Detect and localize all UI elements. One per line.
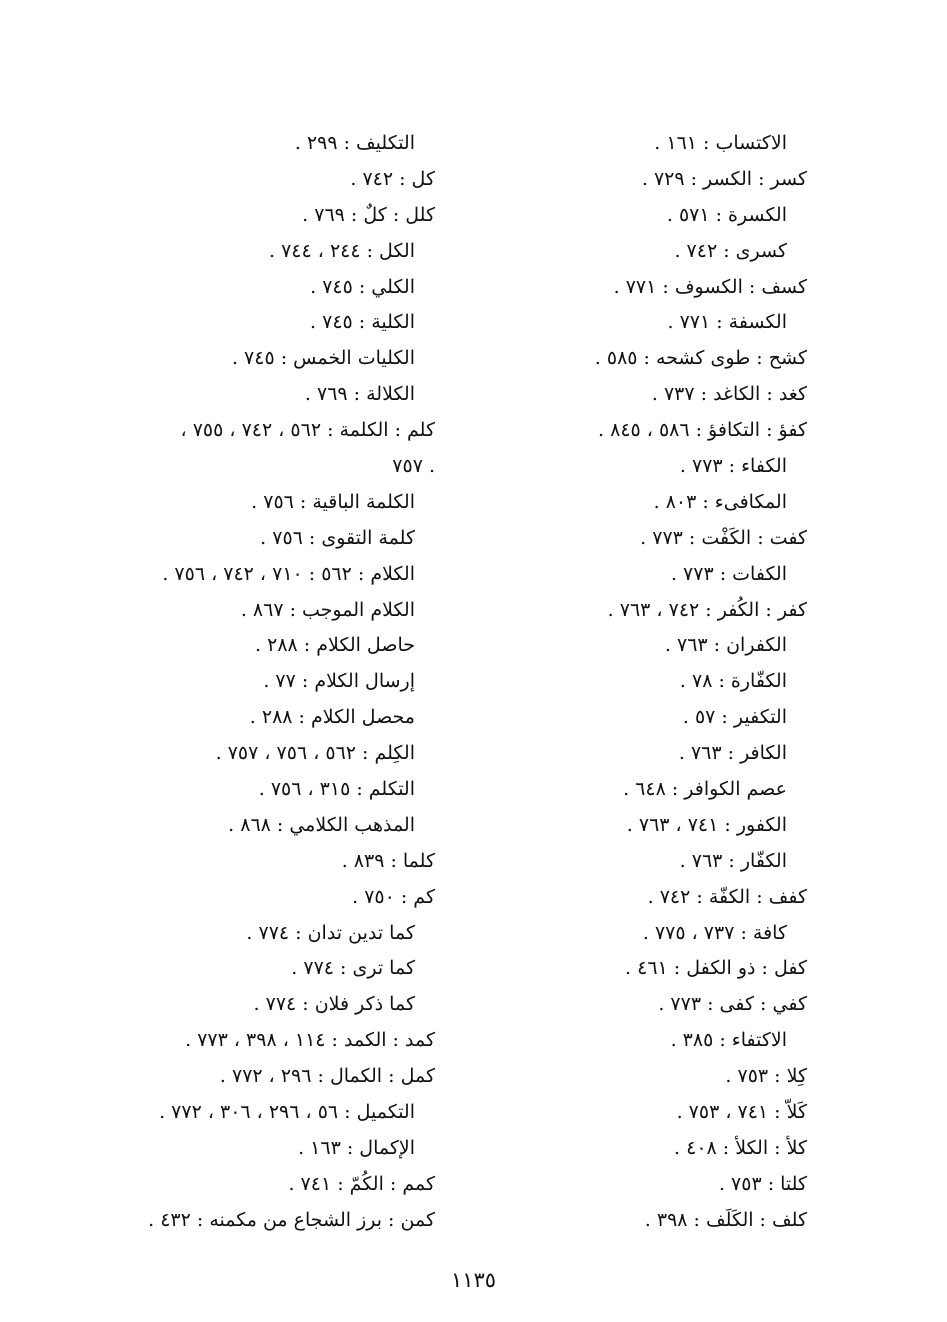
index-entry: الكفّارة : ٧٨ .: [679, 670, 787, 693]
index-entry-heading: كغد : الكاغد : ٧٣٧ .: [651, 383, 807, 406]
index-entry-heading: كمم : الكُمّ : ٧٤١ .: [288, 1172, 435, 1195]
index-entry: الكفران : ٧٦٣ .: [664, 634, 787, 657]
index-entry: محصل الكلام : ٢٨٨ .: [249, 706, 415, 729]
index-entry-heading: كمل : الكمال : ٢٩٦ ، ٧٧٢ .: [219, 1065, 435, 1088]
index-entry-heading: كسر : الكسر : ٧٢٩ .: [641, 167, 807, 190]
index-entry: الكلالة : ٧٦٩ .: [304, 383, 415, 406]
index-entry-heading: كفف : الكفّة : ٧٤٢ .: [647, 885, 807, 908]
index-entry-heading: كفل : ذو الكفل : ٤٦١ .: [625, 957, 807, 980]
index-entry-heading: كسف : الكسوف : ٧٧١ .: [613, 275, 807, 298]
index-entry: الكليات الخمس : ٧٤٥ .: [231, 347, 415, 370]
index-entry-heading: كفي : كفى : ٧٧٣ .: [658, 993, 807, 1016]
index-entry: المكافىء : ٨٠٣ .: [653, 490, 787, 513]
index-entry: الإكمال : ١٦٣ .: [298, 1136, 415, 1159]
index-entry: الاكتفاء : ٣٨٥ .: [670, 1029, 787, 1052]
page-number: ١١٣٥: [450, 1268, 497, 1292]
index-entry-heading: كشح : طوى كشحه : ٥٨٥ .: [594, 347, 807, 370]
index-entry-heading: كفت : الكَفْت : ٧٧٣ .: [640, 526, 807, 549]
index-entry: الكفات : ٧٧٣ .: [670, 562, 787, 585]
index-entry-heading: كَلاّ : ٧٤١ ، ٧٥٣ .: [676, 1101, 807, 1124]
index-entry-heading: كلل : كلٌ : ٧٦٩ .: [302, 203, 435, 226]
index-entry-heading: كلأ : الكلأ : ٤٠٨ .: [674, 1136, 807, 1159]
index-entry: التكلم : ٣١٥ ، ٧٥٦ .: [258, 778, 415, 801]
index-entry: كما ذكر فلان : ٧٧٤ .: [253, 993, 415, 1016]
index-entry: حاصل الكلام : ٢٨٨ .: [255, 634, 415, 657]
index-column-left: [35, 126, 435, 1239]
index-entry: الكل : ٢٤٤ ، ٧٤٤ .: [269, 239, 415, 262]
index-entry: التكفير : ٥٧ .: [682, 706, 787, 729]
index-entry: كسرى : ٧٤٢ .: [674, 239, 787, 262]
index-entry: الكلام الموجب : ٨٦٧ .: [240, 598, 415, 621]
index-entry: الكلمة الباقية : ٧٥٦ .: [251, 490, 415, 513]
index-entry: التكليف : ٢٩٩ .: [294, 132, 415, 154]
index-entry-heading: كلم : الكلمة : ٥٦٢ ، ٧٤٢ ، ٧٥٥ ،: [180, 419, 435, 442]
index-entry-heading: كلف : الكَلَف : ٣٩٨ .: [644, 1208, 807, 1231]
index-entry: الكلي : ٧٤٥ .: [310, 275, 415, 298]
index-entry: الكفور : ٧٤١ ، ٧٦٣ .: [626, 813, 787, 836]
index-entry-continuation: ٧٥٧ .: [392, 455, 435, 478]
index-entry-heading: كِلا : ٧٥٣ .: [725, 1065, 807, 1088]
index-entry: كلمة التقوى : ٧٥٦ .: [260, 526, 415, 549]
index-entry-heading: كم : ٧٥٠ .: [352, 885, 435, 908]
index-entry: الكفّار : ٧٦٣ .: [679, 849, 787, 872]
index-entry-heading: كمن : برز الشجاع من مكمنه : ٤٣٢ .: [148, 1208, 435, 1231]
index-entry: الكسرة : ٥٧١ .: [666, 203, 787, 226]
index-entry-heading: كفر : الكُفر : ٧٤٢ ، ٧٦٣ .: [607, 598, 807, 621]
index-entry: كما تدين تدان : ٧٧٤ .: [246, 921, 415, 944]
index-entry: إرسال الكلام : ٧٧ .: [263, 670, 415, 693]
index-entry: التكميل : ٥٦ ، ٢٩٦ ، ٣٠٦ ، ٧٧٢ .: [159, 1101, 415, 1124]
index-column-right: [467, 126, 807, 1239]
index-entry-heading: كمد : الكمد : ١١٤ ، ٣٩٨ ، ٧٧٣ .: [185, 1029, 435, 1052]
index-entry-heading: كل : ٧٤٢ .: [350, 167, 435, 190]
index-entry: الكِلم : ٥٦٢ ، ٧٥٦ ، ٧٥٧ .: [215, 742, 415, 765]
index-entry: الكفاء : ٧٧٣ .: [679, 455, 787, 478]
index-entry: عصم الكوافر : ٦٤٨ .: [623, 778, 787, 801]
index-entry: الكافر : ٧٦٣ .: [678, 742, 787, 765]
index-entry: الكلام : ٥٦٢ : ٧١٠ ، ٧٤٢ ، ٧٥٦ .: [162, 562, 415, 585]
index-entry-heading: كفؤ : التكافؤ : ٥٨٦ ، ٨٤٥ .: [598, 419, 807, 442]
index-entry: الكسفة : ٧٧١ .: [667, 311, 787, 334]
index-entry: المذهب الكلامي : ٨٦٨ .: [228, 813, 415, 836]
index-entry: كما ترى : ٧٧٤ .: [291, 957, 415, 980]
index-entry: كافة : ٧٣٧ ، ٧٧٥ .: [642, 921, 787, 944]
index-entry-heading: كلتا : ٧٥٣ .: [718, 1172, 807, 1195]
index-entry: الاكتساب : ١٦١ .: [654, 132, 787, 154]
index-entry: الكلية : ٧٤٥ .: [310, 311, 415, 334]
index-entry-heading: كلما : ٨٣٩ .: [341, 849, 435, 872]
